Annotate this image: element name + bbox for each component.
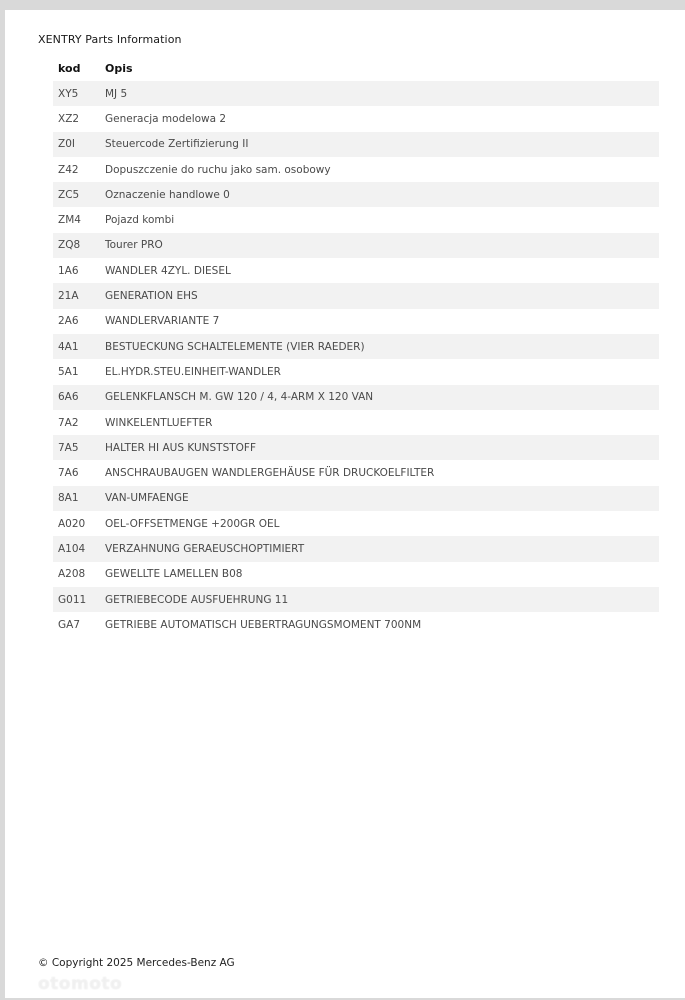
part-description-cell: Oznaczenie handlowe 0 bbox=[105, 188, 230, 201]
part-code-cell: 7A6 bbox=[58, 467, 79, 480]
table-row bbox=[53, 511, 659, 536]
parts-table-body bbox=[53, 81, 659, 638]
table-row bbox=[53, 81, 659, 106]
parts-table bbox=[53, 56, 659, 638]
part-description-cell: ANSCHRAUBAUGEN WANDLERGEHÄUSE FÜR DRUCKOELFILTER bbox=[105, 467, 435, 480]
table-row bbox=[53, 157, 659, 182]
part-code-cell: 7A5 bbox=[58, 441, 79, 454]
part-code-cell: 4A1 bbox=[58, 340, 79, 353]
table-row bbox=[53, 410, 659, 435]
part-description-cell: BESTUECKUNG SCHALTELEMENTE (VIER RAEDER) bbox=[105, 340, 365, 353]
part-code-cell: 5A1 bbox=[58, 365, 79, 378]
part-description-cell: GETRIEBECODE AUSFUEHRUNG 11 bbox=[105, 593, 289, 606]
part-code-cell: ZC5 bbox=[58, 188, 80, 201]
part-description-cell: MJ 5 bbox=[105, 87, 128, 100]
table-row bbox=[53, 106, 659, 131]
part-description-cell: Steuercode Zertifizierung II bbox=[105, 138, 249, 151]
table-row bbox=[53, 359, 659, 384]
table-row bbox=[53, 486, 659, 511]
table-row bbox=[53, 385, 659, 410]
part-description-cell: Tourer PRO bbox=[105, 239, 163, 252]
table-header-row bbox=[53, 56, 659, 81]
part-description-cell: HALTER HI AUS KUNSTSTOFF bbox=[105, 441, 257, 454]
part-description-cell: GEWELLTE LAMELLEN B08 bbox=[105, 568, 243, 581]
part-code-cell: ZM4 bbox=[58, 214, 81, 227]
part-code-cell: 8A1 bbox=[58, 492, 79, 505]
table-row bbox=[53, 207, 659, 232]
part-description-cell: GETRIEBE AUTOMATISCH UEBERTRAGUNGSMOMENT 700NM bbox=[105, 618, 422, 631]
watermark-logo: otomoto bbox=[38, 974, 123, 994]
document-page bbox=[5, 10, 685, 998]
part-code-cell: 7A2 bbox=[58, 416, 79, 429]
column-header-kod: kod bbox=[58, 62, 81, 75]
part-description-cell: WINKELENTLUEFTER bbox=[105, 416, 213, 429]
part-code-cell: A208 bbox=[58, 568, 86, 581]
part-description-cell: WANDLER 4ZYL. DIESEL bbox=[105, 264, 231, 277]
part-description-cell: Dopuszczenie do ruchu jako sam. osobowy bbox=[105, 163, 331, 176]
part-code-cell: 2A6 bbox=[58, 315, 79, 328]
part-code-cell: 6A6 bbox=[58, 391, 79, 404]
part-code-cell: G011 bbox=[58, 593, 87, 606]
part-code-cell: ZQ8 bbox=[58, 239, 81, 252]
part-description-cell: GELENKFLANSCH M. GW 120 / 4, 4-ARM X 120 VAN bbox=[105, 391, 374, 404]
part-code-cell: A104 bbox=[58, 542, 86, 555]
part-description-cell: Pojazd kombi bbox=[105, 214, 175, 227]
part-code-cell: XZ2 bbox=[58, 112, 80, 125]
part-code-cell: 1A6 bbox=[58, 264, 79, 277]
part-description-cell: VAN-UMFAENGE bbox=[105, 492, 189, 505]
table-row bbox=[53, 309, 659, 334]
table-row bbox=[53, 334, 659, 359]
table-row bbox=[53, 587, 659, 612]
table-row bbox=[53, 536, 659, 561]
copyright-notice: © Copyright 2025 Mercedes-Benz AG bbox=[38, 957, 235, 969]
table-row bbox=[53, 612, 659, 637]
part-code-cell: 21A bbox=[58, 290, 79, 303]
table-row bbox=[53, 562, 659, 587]
table-row bbox=[53, 132, 659, 157]
part-code-cell: A020 bbox=[58, 517, 86, 530]
table-row bbox=[53, 435, 659, 460]
part-description-cell: WANDLERVARIANTE 7 bbox=[105, 315, 220, 328]
part-description-cell: Generacja modelowa 2 bbox=[105, 112, 227, 125]
column-header-opis: Opis bbox=[105, 62, 133, 75]
part-description-cell: OEL-OFFSETMENGE +200GR OEL bbox=[105, 517, 280, 530]
part-description-cell: EL.HYDR.STEU.EINHEIT-WANDLER bbox=[105, 365, 281, 378]
table-row bbox=[53, 460, 659, 485]
table-row bbox=[53, 233, 659, 258]
part-code-cell: GA7 bbox=[58, 618, 80, 631]
table-row bbox=[53, 258, 659, 283]
table-row bbox=[53, 283, 659, 308]
document-title: XENTRY Parts Information bbox=[38, 33, 182, 46]
part-description-cell: GENERATION EHS bbox=[105, 290, 198, 303]
table-row bbox=[53, 182, 659, 207]
part-code-cell: XY5 bbox=[58, 87, 79, 100]
part-description-cell: VERZAHNUNG GERAEUSCHOPTIMIERT bbox=[105, 542, 305, 555]
part-code-cell: Z0I bbox=[58, 138, 75, 151]
part-code-cell: Z42 bbox=[58, 163, 79, 176]
